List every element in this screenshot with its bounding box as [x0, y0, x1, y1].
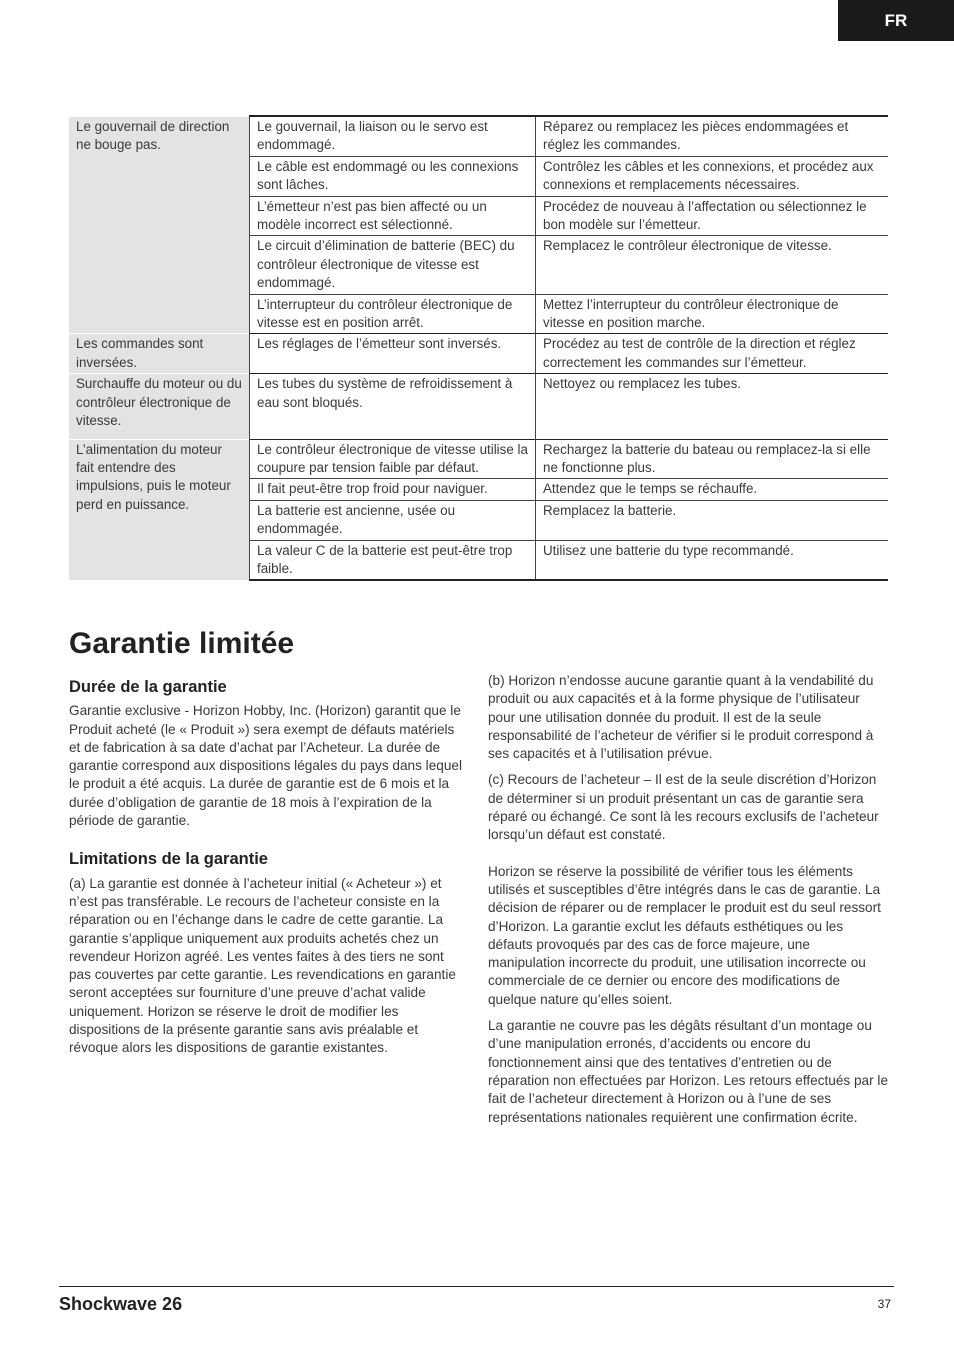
limitations-a-paragraph: (a) La garantie est donnée à l’acheteur initial (« Acheteur ») et n’est pas transférable. Le recours de l’acheteur consiste en la réparation ou en l’échange dans le cadre de cette garantie. La garantie s’applique uniquement aux produits achetés chez un revendeur Horizon agréé. Les ventes faites à des tiers ne sont pas couvertes par cette garantie. Les revendications en garantie seront acceptées sur fourniture d’une preuve d’achat valide uniquement. Horizon se réserve le droit de modifier les dispositions de la présente garantie sans avis préalable et révoque alors les dispositions de garantie existantes.	[69, 875, 456, 1056]
fix-cell: Remplacez la batterie.	[536, 500, 889, 540]
fix-cell: Contrôlez les câbles et les connexions, et procédez aux connexions et remplacements nécessaires.	[536, 156, 889, 196]
cause-cell: Les tubes du système de refroidissement à eau sont bloqués.	[250, 374, 536, 439]
cause-cell: Le circuit d’élimination de batterie (BEC) du contrôleur électronique de vitesse est endommagé.	[250, 236, 536, 294]
right-column	[488, 672, 888, 1135]
duration-paragraph: Garantie exclusive - Horizon Hobby, Inc. (Horizon) garantit que le Produit acheté (le « Produit ») sera exempt de défauts matériels et de fabrication à sa date d’achat par l’Acheteur. La durée de garantie correspond aux dispositions légales du pays dans lequel le produit a été acquis. La durée de garantie est de 6 mois et la durée d’obligation de garantie de 18 mois à l’expiration de la période de garantie.	[69, 703, 462, 829]
duration-heading: Durée de la garantie	[69, 678, 227, 696]
exclusion-paragraph: La garantie ne couvre pas les dégâts résultant d’un montage ou d’une manipulation erronés, d’accidents ou encore du fonctionnement ainsi que des tentatives d’entretien ou de réparation non effectuées par Horizon. Les retours effectués par le fait de l’acheteur directement à Horizon ou à l’une de ses représentations nationales requièrent une confirmation écrite.	[488, 1018, 888, 1125]
symptom-cell: Le gouvernail de direction ne bouge pas.	[69, 116, 250, 334]
symptom-cell: L’alimentation du moteur fait entendre des impulsions, puis le moteur perd en puissance.	[69, 439, 250, 580]
cause-cell: La valeur C de la batterie est peut-être trop faible.	[250, 540, 536, 580]
table-row	[69, 334, 888, 374]
limitations-heading: Limitations de la garantie	[69, 850, 268, 869]
cause-cell: Il fait peut-être trop froid pour naviguer.	[250, 479, 536, 500]
symptom-cell: Les commandes sont inversées.	[69, 334, 250, 374]
fix-cell: Rechargez la batterie du bateau ou remplacez-la si elle ne fonctionne plus.	[536, 439, 889, 479]
fix-cell: Réparez ou remplacez les pièces endommagées et réglez les commandes.	[536, 116, 889, 156]
language-tab: FR	[838, 0, 954, 41]
table-row	[69, 116, 888, 156]
cause-cell: L’interrupteur du contrôleur électronique de vitesse est en position arrêt.	[250, 294, 536, 334]
cause-cell: Le gouvernail, la liaison ou le servo est endommagé.	[250, 116, 536, 156]
fix-cell: Procédez de nouveau à l’affectation ou sélectionnez le bon modèle sur l’émetteur.	[536, 196, 889, 236]
fix-cell: Utilisez une batterie du type recommandé.	[536, 540, 889, 580]
symptom-cell: Surchauffe du moteur ou du contrôleur électronique de vitesse.	[69, 374, 250, 439]
verification-paragraph: Horizon se réserve la possibilité de vérifier tous les éléments utilisés et susceptibles d’être intégrés dans le cas de garantie. La décision de réparer ou de remplacer le produit est du seul ressort d’Horizon. La garantie exclut les défauts esthétiques ou les défauts provoqués par des cas de force majeure, une manipulation incorrecte du produit, une utilisation incorrecte ou commerciale de ce dernier ou encore des modifications de quelque nature qu’elles soient.	[488, 863, 881, 1007]
page-title: Garantie limitée	[69, 627, 295, 660]
limitations-c-paragraph: (c) Recours de l’acheteur – Il est de la seule discrétion d’Horizon de déterminer si un produit présentant un cas de garantie sera réparé ou échangé. Ce sont là les recours exclusifs de l’acheteur lorsqu’un défaut est constaté.	[488, 772, 879, 843]
fix-cell: Mettez l’interrupteur du contrôleur électronique de vitesse en position marche.	[536, 294, 889, 334]
page-number: 37	[877, 1297, 891, 1311]
left-column	[69, 678, 465, 1066]
fix-cell: Nettoyez ou remplacez les tubes.	[536, 374, 889, 439]
cause-cell: Le câble est endommagé ou les connexions sont lâches.	[250, 156, 536, 196]
cause-cell: Le contrôleur électronique de vitesse utilise la coupure par tension faible par défaut.	[250, 439, 536, 479]
fix-cell: Remplacez le contrôleur électronique de vitesse.	[536, 236, 889, 294]
fix-cell: Procédez au test de contrôle de la direction et réglez correctement les commandes sur l’émetteur.	[536, 334, 889, 374]
table-row	[69, 374, 888, 439]
troubleshooting-table	[69, 115, 888, 581]
footer-product-name: Shockwave 26	[59, 1294, 183, 1314]
footer-divider	[59, 1286, 894, 1287]
cause-cell: La batterie est ancienne, usée ou endommagée.	[250, 500, 536, 540]
cause-cell: Les réglages de l’émetteur sont inversés.	[250, 334, 536, 374]
fix-cell: Attendez que le temps se réchauffe.	[536, 479, 889, 500]
cause-cell: L’émetteur n’est pas bien affecté ou un modèle incorrect est sélectionné.	[250, 196, 536, 236]
table-row	[69, 439, 888, 479]
limitations-b-paragraph: (b) Horizon n’endosse aucune garantie quant à la vendabilité du produit ou aux capacités et à la forme physique de l’utilisateur pour une utilisation donnée du produit. Il est de la seule responsabilité de l’acheteur de vérifier si le produit correspond à ses capacités et à l’utilisation prévue.	[488, 673, 874, 762]
